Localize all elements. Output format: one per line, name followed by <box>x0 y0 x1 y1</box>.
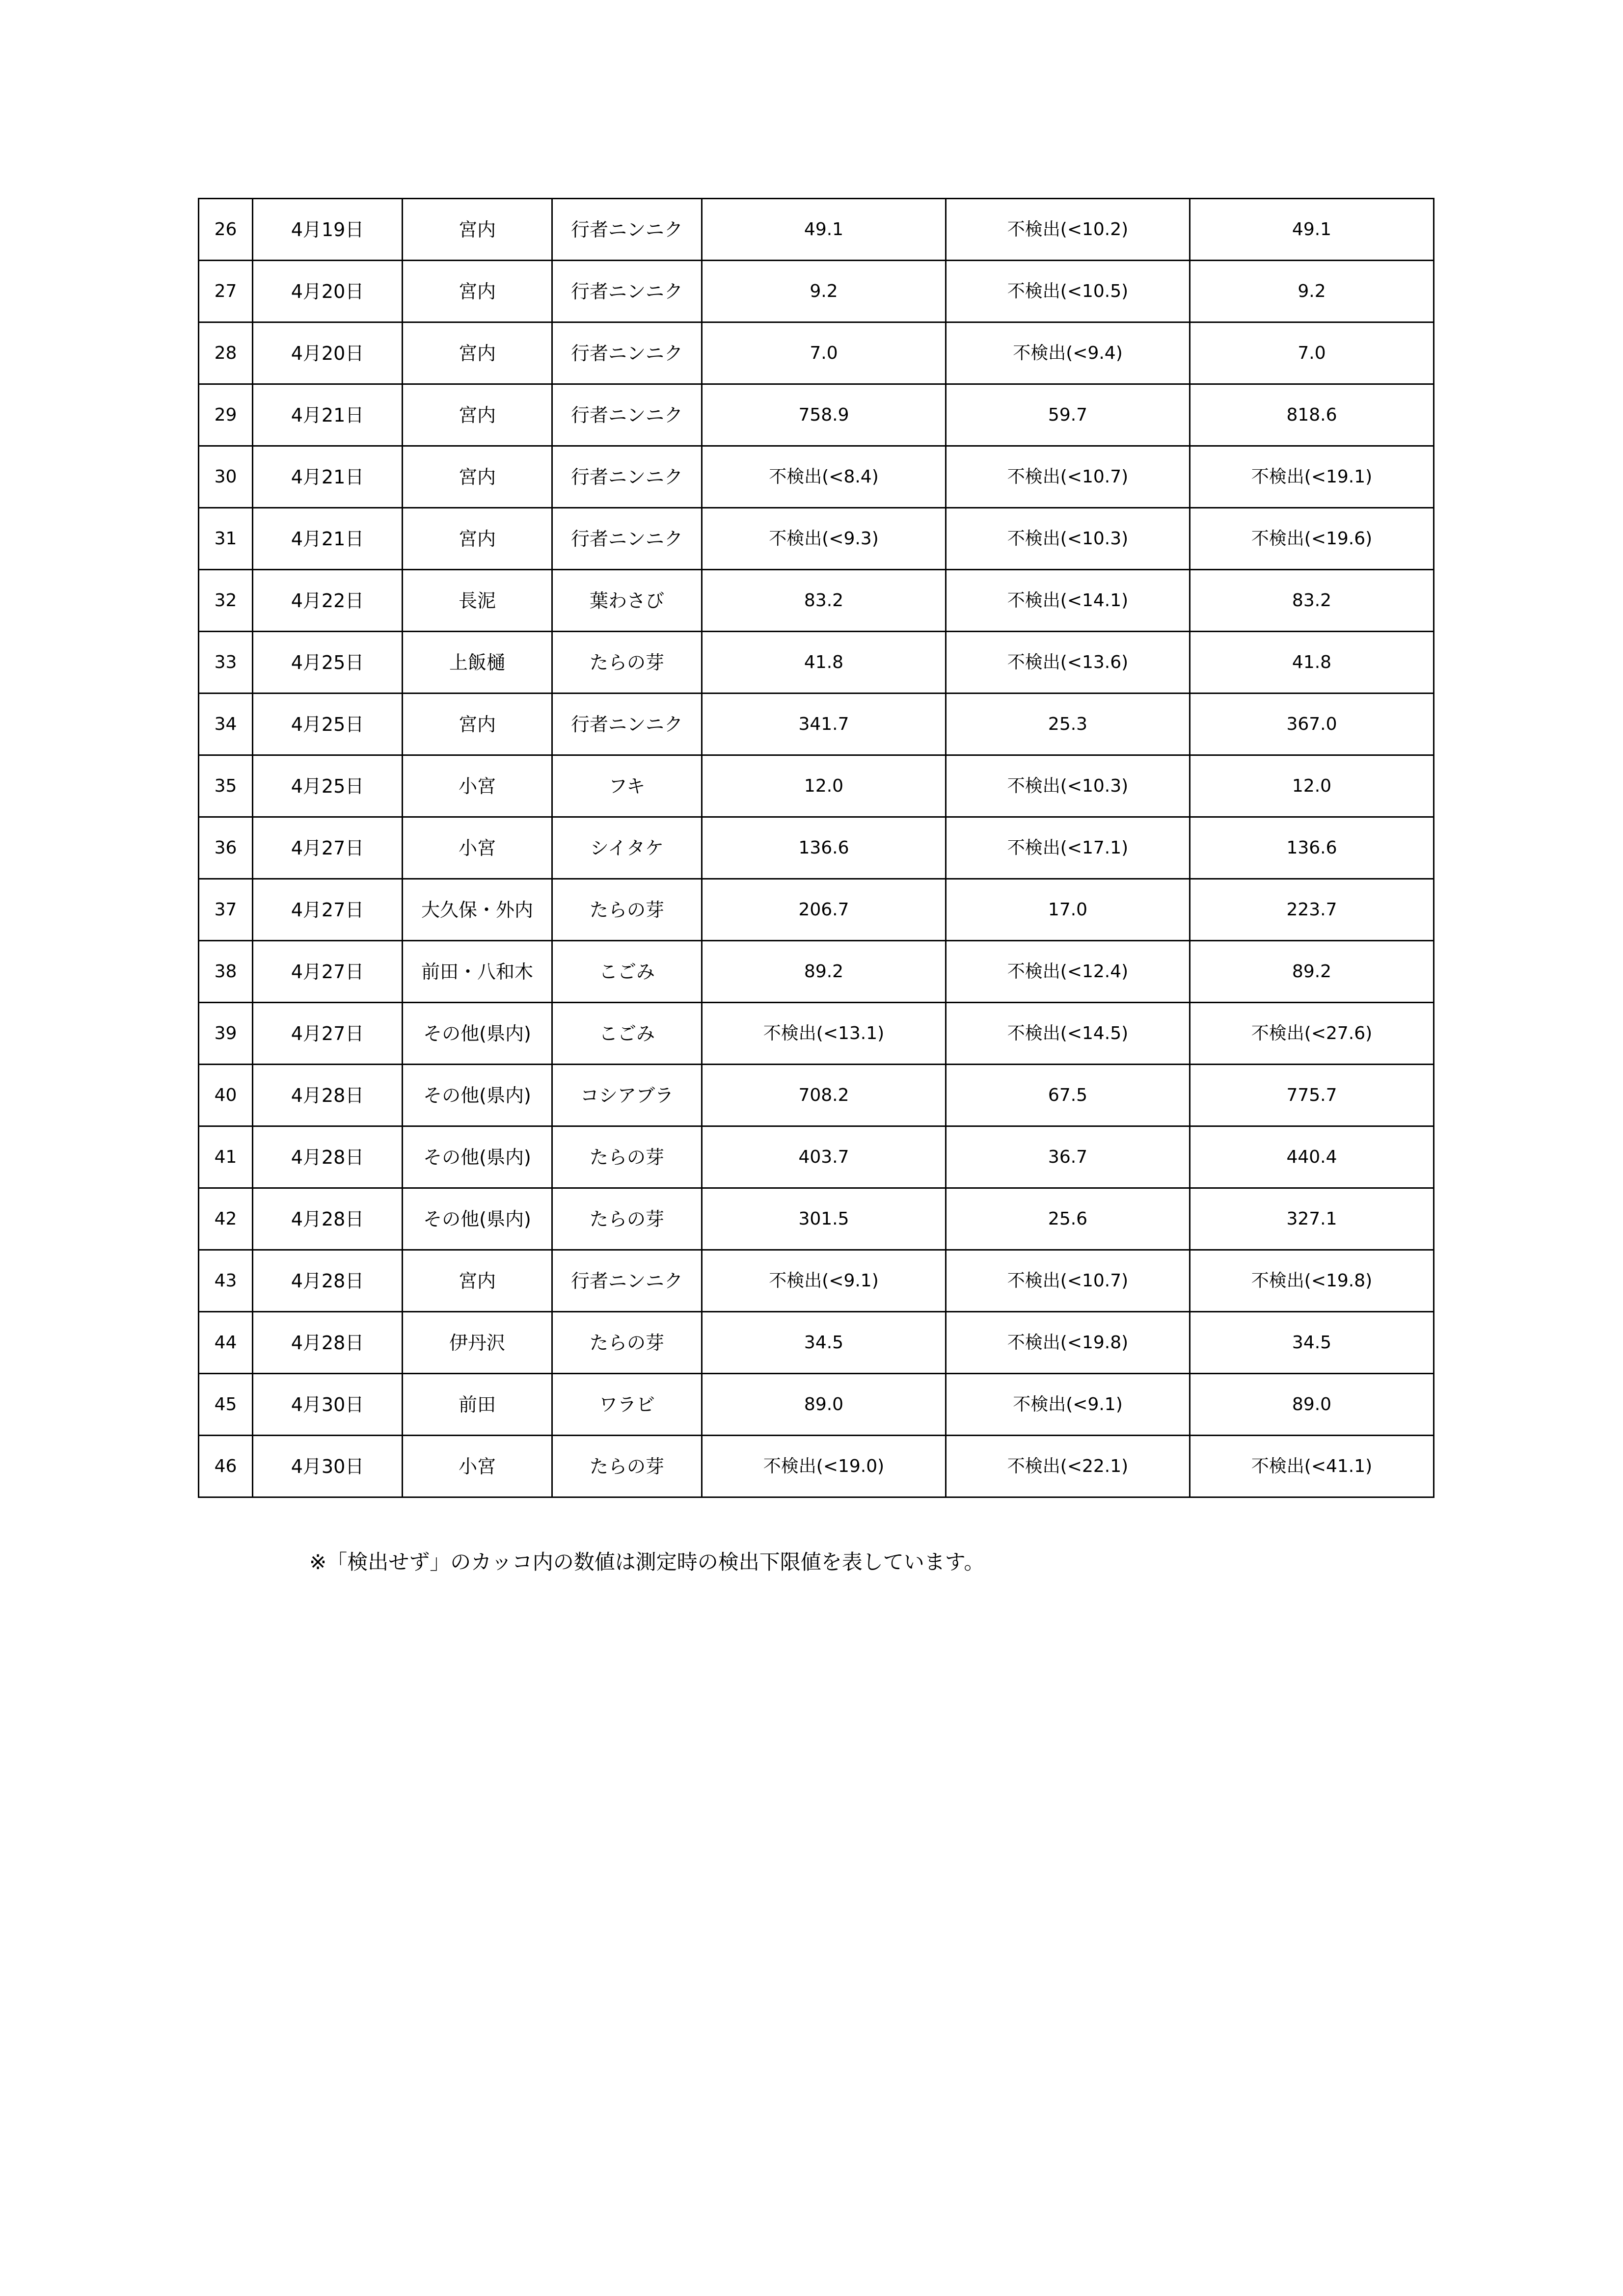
table-row <box>199 632 1434 694</box>
item-cell: こごみ <box>552 1003 702 1065</box>
row-number-cell: 31 <box>199 508 253 570</box>
cesium-134-cell: 403.7 <box>702 1126 946 1188</box>
date-cell: 4月28日 <box>253 1312 403 1374</box>
cesium-total-cell: 不検出(<27.6) <box>1190 1003 1434 1065</box>
date-cell: 4月28日 <box>253 1065 403 1126</box>
item-cell: 行者ニンニク <box>552 199 702 261</box>
cesium-total-cell: 223.7 <box>1190 879 1434 941</box>
cesium-total-cell: 12.0 <box>1190 755 1434 817</box>
cesium-134-cell: 34.5 <box>702 1312 946 1374</box>
row-number-cell: 35 <box>199 755 253 817</box>
date-cell: 4月30日 <box>253 1374 403 1436</box>
cesium-137-cell: 不検出(<12.4) <box>946 941 1190 1003</box>
cesium-137-cell: 不検出(<10.2) <box>946 199 1190 261</box>
cesium-137-cell: 17.0 <box>946 879 1190 941</box>
row-number-cell: 32 <box>199 570 253 632</box>
row-number-cell: 46 <box>199 1436 253 1497</box>
cesium-137-cell: 不検出(<9.4) <box>946 322 1190 384</box>
table-row <box>199 1436 1434 1497</box>
location-cell: 小宮 <box>403 817 552 879</box>
location-cell: 宮内 <box>403 322 552 384</box>
item-cell: たらの芽 <box>552 879 702 941</box>
item-cell: 行者ニンニク <box>552 261 702 322</box>
table-body <box>199 199 1434 1497</box>
item-cell: 行者ニンニク <box>552 1250 702 1312</box>
cesium-134-cell: 341.7 <box>702 694 946 755</box>
cesium-137-cell: 不検出(<22.1) <box>946 1436 1190 1497</box>
location-cell: その他(県内) <box>403 1126 552 1188</box>
table-row <box>199 508 1434 570</box>
item-cell: 行者ニンニク <box>552 694 702 755</box>
cesium-137-cell: 不検出(<10.3) <box>946 508 1190 570</box>
table-row <box>199 1250 1434 1312</box>
cesium-137-cell: 36.7 <box>946 1126 1190 1188</box>
cesium-total-cell: 89.0 <box>1190 1374 1434 1436</box>
cesium-134-cell: 708.2 <box>702 1065 946 1126</box>
cesium-total-cell: 440.4 <box>1190 1126 1434 1188</box>
item-cell: シイタケ <box>552 817 702 879</box>
location-cell: 宮内 <box>403 694 552 755</box>
date-cell: 4月20日 <box>253 322 403 384</box>
table-row <box>199 384 1434 446</box>
cesium-134-cell: 83.2 <box>702 570 946 632</box>
table-row <box>199 1188 1434 1250</box>
footnote: ※「検出せず」のカッコ内の数値は測定時の検出下限値を表しています。 <box>309 1550 985 1574</box>
item-cell: たらの芽 <box>552 1436 702 1497</box>
item-cell: 行者ニンニク <box>552 508 702 570</box>
item-cell: 行者ニンニク <box>552 322 702 384</box>
location-cell: 宮内 <box>403 508 552 570</box>
date-cell: 4月28日 <box>253 1250 403 1312</box>
cesium-134-cell: 不検出(<9.3) <box>702 508 946 570</box>
location-cell: その他(県内) <box>403 1065 552 1126</box>
measurement-table <box>198 198 1434 1498</box>
cesium-134-cell: 41.8 <box>702 632 946 694</box>
table-row <box>199 322 1434 384</box>
location-cell: 小宮 <box>403 1436 552 1497</box>
date-cell: 4月28日 <box>253 1126 403 1188</box>
cesium-137-cell: 不検出(<14.5) <box>946 1003 1190 1065</box>
date-cell: 4月27日 <box>253 941 403 1003</box>
item-cell: 葉わさび <box>552 570 702 632</box>
item-cell: たらの芽 <box>552 1126 702 1188</box>
location-cell: 前田・八和木 <box>403 941 552 1003</box>
cesium-total-cell: 34.5 <box>1190 1312 1434 1374</box>
cesium-134-cell: 7.0 <box>702 322 946 384</box>
row-number-cell: 41 <box>199 1126 253 1188</box>
table-row <box>199 1065 1434 1126</box>
cesium-137-cell: 不検出(<14.1) <box>946 570 1190 632</box>
row-number-cell: 36 <box>199 817 253 879</box>
row-number-cell: 34 <box>199 694 253 755</box>
cesium-137-cell: 不検出(<13.6) <box>946 632 1190 694</box>
cesium-137-cell: 67.5 <box>946 1065 1190 1126</box>
item-cell: たらの芽 <box>552 1188 702 1250</box>
date-cell: 4月27日 <box>253 817 403 879</box>
item-cell: たらの芽 <box>552 1312 702 1374</box>
table-row <box>199 1312 1434 1374</box>
cesium-134-cell: 301.5 <box>702 1188 946 1250</box>
cesium-137-cell: 59.7 <box>946 384 1190 446</box>
cesium-137-cell: 不検出(<17.1) <box>946 817 1190 879</box>
row-number-cell: 39 <box>199 1003 253 1065</box>
cesium-total-cell: 367.0 <box>1190 694 1434 755</box>
date-cell: 4月25日 <box>253 755 403 817</box>
row-number-cell: 37 <box>199 879 253 941</box>
cesium-137-cell: 不検出(<9.1) <box>946 1374 1190 1436</box>
item-cell: ワラビ <box>552 1374 702 1436</box>
cesium-137-cell: 不検出(<10.7) <box>946 1250 1190 1312</box>
item-cell: こごみ <box>552 941 702 1003</box>
cesium-total-cell: 818.6 <box>1190 384 1434 446</box>
row-number-cell: 29 <box>199 384 253 446</box>
location-cell: その他(県内) <box>403 1188 552 1250</box>
row-number-cell: 28 <box>199 322 253 384</box>
table-row <box>199 261 1434 322</box>
location-cell: 前田 <box>403 1374 552 1436</box>
row-number-cell: 38 <box>199 941 253 1003</box>
row-number-cell: 26 <box>199 199 253 261</box>
date-cell: 4月25日 <box>253 632 403 694</box>
row-number-cell: 43 <box>199 1250 253 1312</box>
cesium-134-cell: 9.2 <box>702 261 946 322</box>
row-number-cell: 45 <box>199 1374 253 1436</box>
date-cell: 4月21日 <box>253 446 403 508</box>
cesium-total-cell: 327.1 <box>1190 1188 1434 1250</box>
cesium-total-cell: 83.2 <box>1190 570 1434 632</box>
table-row <box>199 199 1434 261</box>
table-row <box>199 817 1434 879</box>
cesium-134-cell: 89.0 <box>702 1374 946 1436</box>
date-cell: 4月25日 <box>253 694 403 755</box>
cesium-137-cell: 不検出(<19.8) <box>946 1312 1190 1374</box>
table-row <box>199 570 1434 632</box>
row-number-cell: 30 <box>199 446 253 508</box>
cesium-134-cell: 758.9 <box>702 384 946 446</box>
cesium-total-cell: 不検出(<19.6) <box>1190 508 1434 570</box>
date-cell: 4月27日 <box>253 879 403 941</box>
item-cell: フキ <box>552 755 702 817</box>
cesium-137-cell: 25.3 <box>946 694 1190 755</box>
date-cell: 4月21日 <box>253 508 403 570</box>
row-number-cell: 27 <box>199 261 253 322</box>
date-cell: 4月27日 <box>253 1003 403 1065</box>
cesium-total-cell: 136.6 <box>1190 817 1434 879</box>
cesium-total-cell: 不検出(<19.8) <box>1190 1250 1434 1312</box>
location-cell: 宮内 <box>403 199 552 261</box>
cesium-total-cell: 49.1 <box>1190 199 1434 261</box>
row-number-cell: 42 <box>199 1188 253 1250</box>
location-cell: 伊丹沢 <box>403 1312 552 1374</box>
item-cell: 行者ニンニク <box>552 384 702 446</box>
cesium-total-cell: 不検出(<41.1) <box>1190 1436 1434 1497</box>
location-cell: 宮内 <box>403 1250 552 1312</box>
date-cell: 4月20日 <box>253 261 403 322</box>
cesium-total-cell: 不検出(<19.1) <box>1190 446 1434 508</box>
location-cell: 宮内 <box>403 446 552 508</box>
location-cell: 小宮 <box>403 755 552 817</box>
table-row <box>199 941 1434 1003</box>
location-cell: 宮内 <box>403 261 552 322</box>
cesium-total-cell: 775.7 <box>1190 1065 1434 1126</box>
cesium-134-cell: 136.6 <box>702 817 946 879</box>
location-cell: 上飯樋 <box>403 632 552 694</box>
table-row <box>199 755 1434 817</box>
cesium-137-cell: 不検出(<10.3) <box>946 755 1190 817</box>
table-row <box>199 446 1434 508</box>
date-cell: 4月30日 <box>253 1436 403 1497</box>
location-cell: 大久保・外内 <box>403 879 552 941</box>
date-cell: 4月22日 <box>253 570 403 632</box>
cesium-total-cell: 7.0 <box>1190 322 1434 384</box>
table-row <box>199 1126 1434 1188</box>
item-cell: コシアブラ <box>552 1065 702 1126</box>
cesium-137-cell: 25.6 <box>946 1188 1190 1250</box>
item-cell: たらの芽 <box>552 632 702 694</box>
location-cell: 宮内 <box>403 384 552 446</box>
table-row <box>199 879 1434 941</box>
cesium-total-cell: 89.2 <box>1190 941 1434 1003</box>
row-number-cell: 33 <box>199 632 253 694</box>
row-number-cell: 40 <box>199 1065 253 1126</box>
cesium-134-cell: 49.1 <box>702 199 946 261</box>
location-cell: 長泥 <box>403 570 552 632</box>
date-cell: 4月19日 <box>253 199 403 261</box>
row-number-cell: 44 <box>199 1312 253 1374</box>
cesium-134-cell: 89.2 <box>702 941 946 1003</box>
cesium-134-cell: 不検出(<13.1) <box>702 1003 946 1065</box>
cesium-134-cell: 不検出(<9.1) <box>702 1250 946 1312</box>
cesium-134-cell: 不検出(<8.4) <box>702 446 946 508</box>
date-cell: 4月21日 <box>253 384 403 446</box>
table-row <box>199 1374 1434 1436</box>
cesium-134-cell: 206.7 <box>702 879 946 941</box>
cesium-137-cell: 不検出(<10.7) <box>946 446 1190 508</box>
cesium-137-cell: 不検出(<10.5) <box>946 261 1190 322</box>
cesium-total-cell: 41.8 <box>1190 632 1434 694</box>
table-row <box>199 694 1434 755</box>
cesium-134-cell: 不検出(<19.0) <box>702 1436 946 1497</box>
location-cell: その他(県内) <box>403 1003 552 1065</box>
item-cell: 行者ニンニク <box>552 446 702 508</box>
cesium-134-cell: 12.0 <box>702 755 946 817</box>
date-cell: 4月28日 <box>253 1188 403 1250</box>
table-row <box>199 1003 1434 1065</box>
cesium-total-cell: 9.2 <box>1190 261 1434 322</box>
